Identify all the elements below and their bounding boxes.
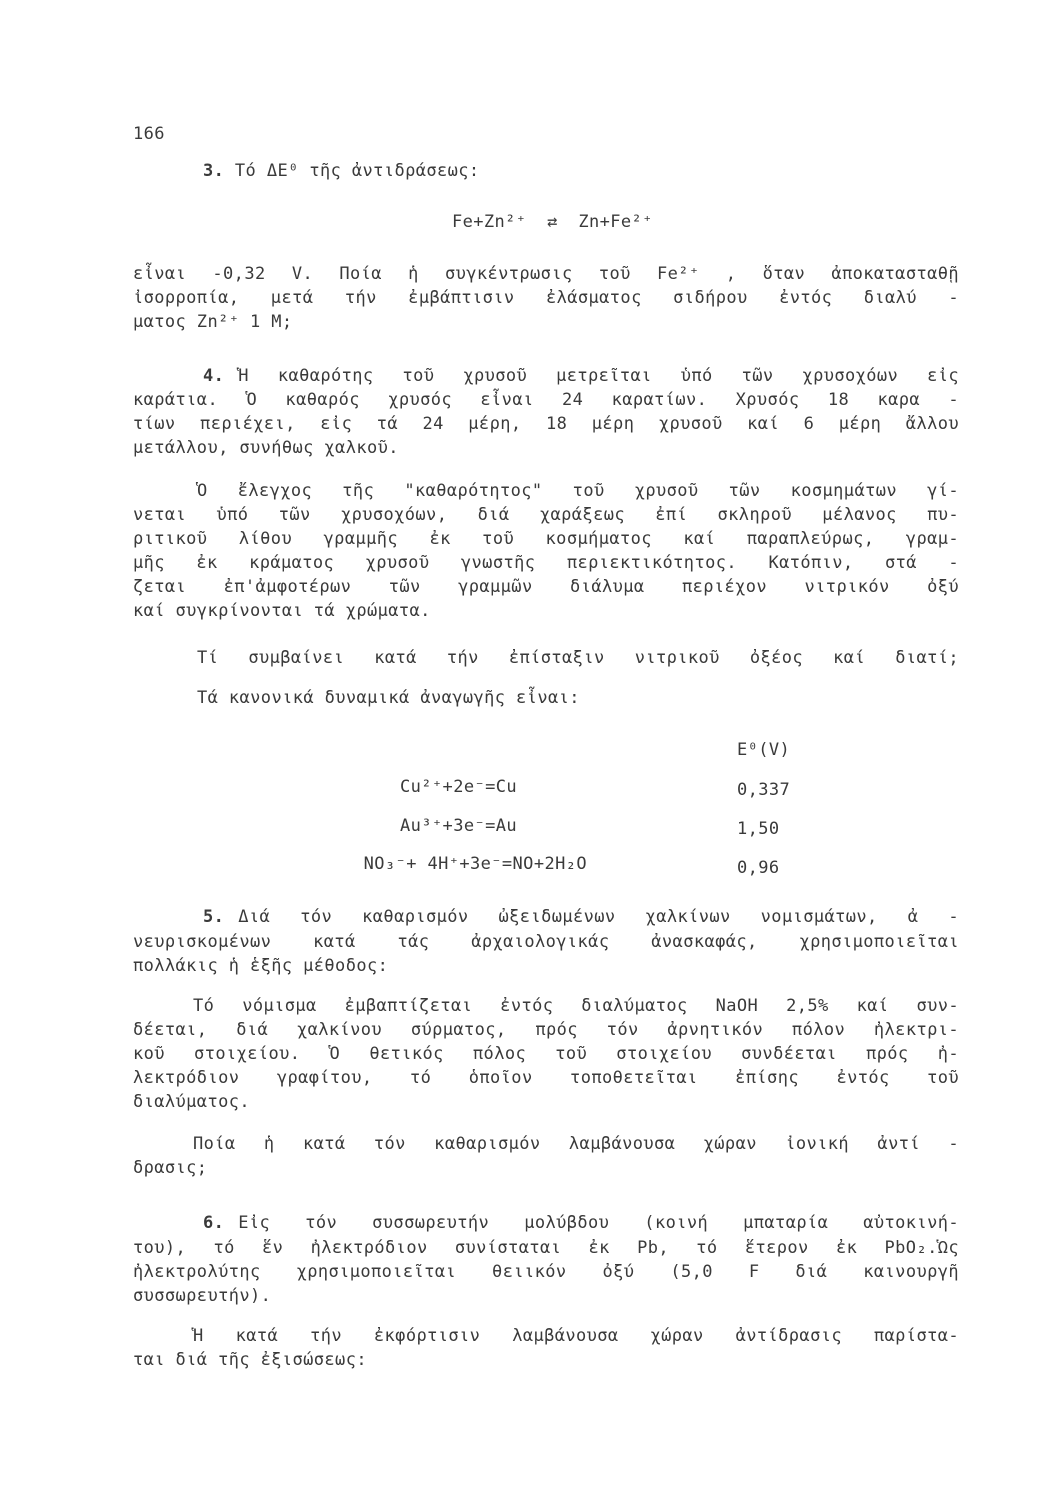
text-line: λεκτρόδιον γραφίτου, τό ὁποῖον τοποθετεῖται ἐπίσης ἐντός τοῦ <box>133 1068 959 1088</box>
text-line: νεται ὑπό τῶν χρυσοχόων, διά χαράξεως ἐπί σκληροῦ μέλανος πυ- <box>133 505 959 525</box>
text-line: κοῦ στοιχείου. Ὁ θετικός πόλος τοῦ στοιχείου συνδέεται πρός ἠ- <box>133 1044 959 1064</box>
text-line: ἰσορροπία, μετά τήν ἐμβάπτισιν ἐλάσματος σιδήρου ἐντός διαλύ - <box>133 288 959 308</box>
text-line: δρασις; <box>133 1158 208 1178</box>
half-reaction-no3: NO₃⁻+ 4H⁺+3e⁻=NO+2H₂O <box>363 854 587 874</box>
text-line: Ἡ καθαρότης τοῦ χρυσοῦ μετρεῖται ὑπό τῶν χρυσοχόων εἰς <box>238 366 959 386</box>
equilibrium-arrow-icon: ⇄ <box>547 212 558 232</box>
problem-3-intro: Τό ΔΕ⁰ τῆς ἀντιδράσεως: <box>234 161 480 181</box>
table-header-e0: E⁰(V) <box>737 740 791 760</box>
problem-4-first-row <box>203 366 959 386</box>
problem-4-paragraph-2 <box>133 481 959 622</box>
text-line: Τό νόμισμα ἐμβαπτίζεται ἐντός διαλύματος NaOH 2,5% καί συν- <box>193 996 959 1016</box>
problem-6-paragraph-2 <box>133 1326 959 1371</box>
text-line: ματος Zn²⁺ 1 M; <box>133 312 293 332</box>
reaction-left: Fe+Zn²⁺ <box>452 212 527 232</box>
text-line: Ὁ ἔλεγχος τῆς "καθαρότητος" τοῦ χρυσοῦ τῶν κοσμημάτων γί- <box>197 481 959 501</box>
text-line: ριτικοῦ λίθου γραμμῆς ἐκ τοῦ κοσμήματος καί παραπλεύρως, γραμ- <box>133 529 959 549</box>
text-line: ται διά τῆς ἐξισώσεως: <box>133 1350 367 1370</box>
text-line: πολλάκις ἡ ἑξῆς μέθοδος: <box>133 956 389 976</box>
text-line: εἶναι -0,32 V. Ποία ἡ συγκέντρωσις τοῦ Fe²⁺ , ὅταν ἀποκατασταθῇ <box>133 264 959 284</box>
potentials-intro <box>197 688 797 709</box>
problem-4-body <box>133 390 959 459</box>
text-line: καράτια. Ὁ καθαρός χρυσός εἶναι 24 καρατίων. Χρυσός 18 καρα - <box>133 390 959 410</box>
half-reaction-au: Au³⁺+3e⁻=Au <box>400 816 517 836</box>
text-line: Τί συμβαίνει κατά τήν ἐπίσταξιν νιτρικοῦ ὀξέος καί διατί; <box>197 648 959 668</box>
text-line: δέεται, διά χαλκίνου σύρματος, πρός τόν ἀρνητικόν πόλον ἠλεκτρι- <box>133 1020 959 1040</box>
text-line: μῆς ἐκ κράματος χρυσοῦ γνωστῆς περιεκτικότητος. Κατόπιν, στά - <box>133 553 959 573</box>
problem-5-body <box>133 932 959 977</box>
text-line: διαλύματος. <box>133 1092 250 1112</box>
text-line: μετάλλου, συνήθως χαλκοῦ. <box>133 438 399 458</box>
page-number: 166 <box>133 124 165 144</box>
problem-6-first-row <box>203 1213 959 1233</box>
reaction-right: Zn+Fe²⁺ <box>578 212 653 232</box>
text-line: του), τό ἕν ἠλεκτρόδιον συνίσταται ἐκ Pb, τό ἕτερον ἐκ PbO₂.Ὡς <box>133 1238 959 1258</box>
problem-4-question <box>197 648 959 669</box>
text-line: νευρισκομένων κατά τάς ἀρχαιολογικάς ἀνασκαφάς, χρησιμοποιεῖται <box>133 932 959 952</box>
text-line: συσσωρευτήν). <box>133 1286 272 1306</box>
problem-3-intro-row <box>203 161 803 181</box>
text-line: Ἡ κατά τήν ἐκφόρτισιν λαμβάνουσα χώραν ἀντίδρασις παρίστα- <box>193 1326 959 1346</box>
potential-au: 1,50 <box>737 819 780 839</box>
problem-6-number: 6. <box>203 1213 225 1233</box>
text-line: Τά κανονικά δυναμικά ἀναγωγῆς εἶναι: <box>197 688 580 708</box>
text-line: καί συγκρίνονται τά χρώματα. <box>133 601 431 621</box>
text-line: τίων περιέχει, εἰς τά 24 μέρη, 18 μέρη χρυσοῦ καί 6 μέρη ἄλλου <box>133 414 959 434</box>
problem-3-number: 3. <box>203 161 225 181</box>
problem-5-number: 5. <box>203 907 225 927</box>
problem-3-body <box>133 264 959 333</box>
text-line: Διά τόν καθαρισμόν ὠξειδωμένων χαλκίνων νομισμάτων, ἀ - <box>238 907 959 927</box>
potential-cu: 0,337 <box>737 780 791 800</box>
problem-5-paragraph-2 <box>133 996 959 1113</box>
text-line: Εἰς τόν συσσωρευτήν μολύβδου (κοινή μπαταρία αὐτοκινή- <box>238 1213 959 1233</box>
potential-no3: 0,96 <box>737 858 780 878</box>
problem-6-body <box>133 1238 959 1307</box>
reaction-equation <box>452 212 653 232</box>
problem-4-number: 4. <box>203 366 225 386</box>
problem-5-question <box>133 1134 959 1179</box>
text-line: ἠλεκτρολύτης χρησιμοποιεῖται θειικόν ὀξύ (5,0 F διά καινουργῆ <box>133 1262 959 1282</box>
text-line: ζεται ἐπ'ἀμφοτέρων τῶν γραμμῶν διάλυμα περιέχον νιτρικόν ὀξύ <box>133 577 959 597</box>
problem-5-first-row <box>203 907 959 927</box>
half-reaction-cu: Cu²⁺+2e⁻=Cu <box>400 777 517 797</box>
text-line: Ποία ἡ κατά τόν καθαρισμόν λαμβάνουσα χώραν ἰονική ἀντί - <box>193 1134 959 1154</box>
